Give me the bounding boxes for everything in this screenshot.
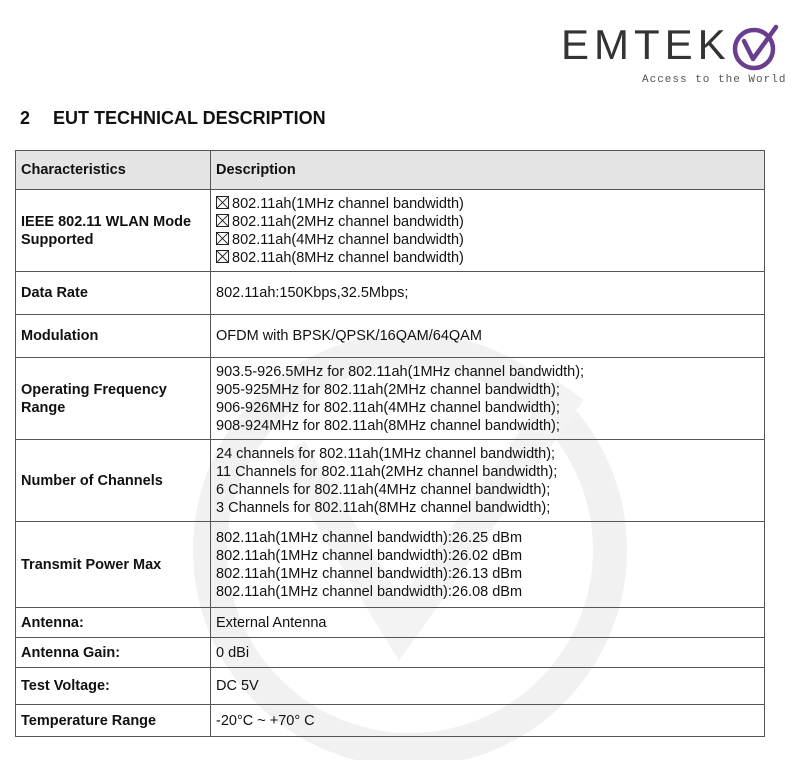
description-line: -20°C ~ +70° C	[216, 712, 315, 729]
row-description	[211, 190, 765, 272]
company-logo	[558, 14, 788, 94]
description-line: 802.11ah(1MHz channel bandwidth):26.25 dBm	[216, 529, 523, 546]
logo-tagline: Access to the World	[642, 74, 787, 86]
description-line: 802.11ah(2MHz channel bandwidth)	[216, 213, 759, 231]
description-line: 3 Channels for 802.11ah(8MHz channel bandwidth);	[216, 499, 551, 516]
table-header-row	[16, 151, 765, 190]
row-label: Number of Channels	[16, 440, 211, 522]
table-row	[16, 608, 765, 638]
section-heading	[20, 108, 326, 129]
row-description	[211, 440, 765, 522]
header-description: Description	[211, 151, 765, 190]
description-line: 11 Channels for 802.11ah(2MHz channel bandwidth);	[216, 463, 558, 480]
description-line: 903.5-926.5MHz for 802.11ah(1MHz channel bandwidth);	[216, 363, 585, 380]
description-line: DC 5V	[216, 678, 259, 694]
table-row	[16, 272, 765, 315]
logo-checkmark-icon	[730, 22, 782, 74]
row-label: Transmit Power Max	[16, 522, 211, 608]
description-line: 802.11ah(1MHz channel bandwidth):26.08 dBm	[216, 583, 523, 600]
description-line: 802.11ah(8MHz channel bandwidth)	[216, 249, 759, 267]
description-line: 24 channels for 802.11ah(1MHz channel bandwidth);	[216, 445, 556, 462]
checked-box-icon	[216, 232, 229, 245]
description-line: 802.11ah:150Kbps,32.5Mbps;	[216, 285, 409, 301]
table-row	[16, 315, 765, 358]
description-line: 6 Channels for 802.11ah(4MHz channel bandwidth);	[216, 481, 551, 498]
description-line: 802.11ah(1MHz channel bandwidth):26.02 dBm	[216, 547, 523, 564]
table-row	[16, 190, 765, 272]
table-row	[16, 638, 765, 668]
row-description	[211, 522, 765, 608]
description-line: 906-926MHz for 802.11ah(4MHz channel bandwidth);	[216, 399, 560, 416]
header-characteristics: Characteristics	[16, 151, 211, 190]
section-title: EUT TECHNICAL DESCRIPTION	[53, 108, 326, 128]
description-line: 802.11ah(1MHz channel bandwidth)	[216, 195, 759, 213]
description-line: 908-924MHz for 802.11ah(8MHz channel bandwidth);	[216, 417, 560, 434]
description-line: OFDM with BPSK/QPSK/16QAM/64QAM	[216, 328, 482, 344]
row-description	[211, 638, 765, 668]
row-description	[211, 668, 765, 705]
logo-name: EMTEK	[561, 21, 731, 68]
row-label: Operating Frequency Range	[16, 358, 211, 440]
description-line: External Antenna	[216, 614, 327, 631]
row-description	[211, 358, 765, 440]
row-label: Modulation	[16, 315, 211, 358]
table-row	[16, 668, 765, 705]
row-label: Antenna:	[16, 608, 211, 638]
table-row	[16, 705, 765, 737]
row-label: Data Rate	[16, 272, 211, 315]
description-line: 802.11ah(1MHz channel bandwidth):26.13 dBm	[216, 565, 523, 582]
row-label: IEEE 802.11 WLAN Mode Supported	[16, 190, 211, 272]
description-line: 0 dBi	[216, 644, 250, 661]
row-description	[211, 608, 765, 638]
checked-box-icon	[216, 250, 229, 263]
checked-box-icon	[216, 214, 229, 227]
table-row	[16, 358, 765, 440]
row-label: Temperature Range	[16, 705, 211, 737]
spec-table	[15, 150, 765, 737]
row-description	[211, 705, 765, 737]
table-row	[16, 440, 765, 522]
row-label: Test Voltage:	[16, 668, 211, 705]
description-line: 802.11ah(4MHz channel bandwidth)	[216, 231, 759, 249]
description-line: 905-925MHz for 802.11ah(2MHz channel bandwidth);	[216, 381, 560, 398]
row-description	[211, 315, 765, 358]
table-row	[16, 522, 765, 608]
section-number: 2	[20, 108, 31, 128]
checked-box-icon	[216, 196, 229, 209]
row-description	[211, 272, 765, 315]
row-label: Antenna Gain:	[16, 638, 211, 668]
